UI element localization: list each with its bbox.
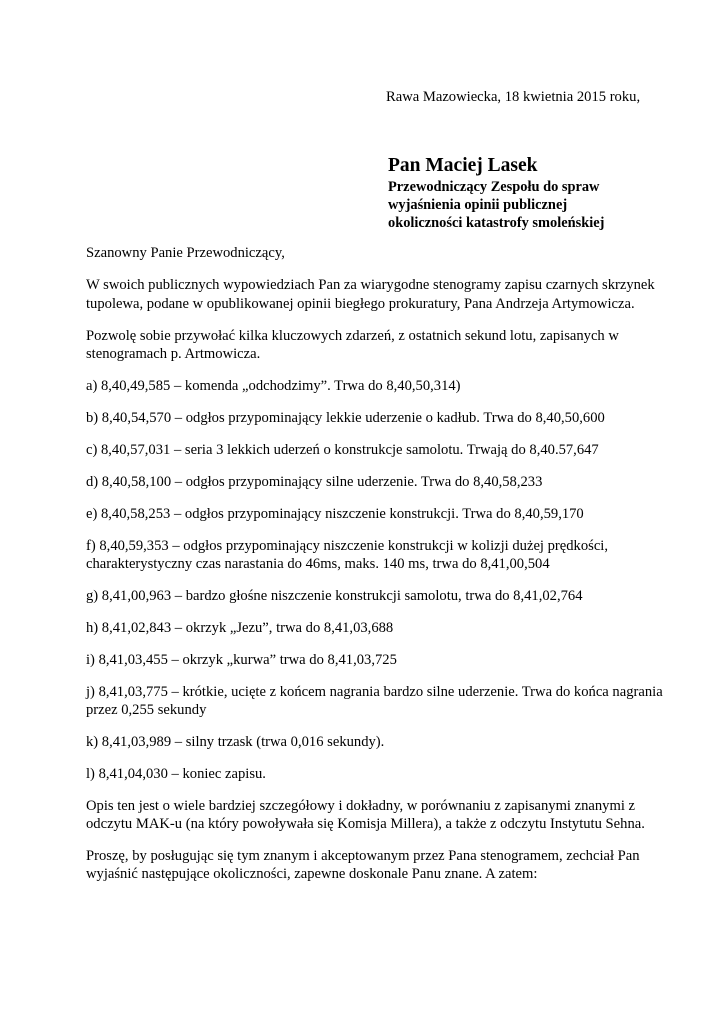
- event-item: g) 8,41,00,963 – bardzo głośne niszczenie konstrukcji samolotu, trwa do 8,41,02,764: [86, 587, 583, 604]
- salutation: Szanowny Panie Przewodniczący,: [86, 245, 285, 261]
- recipient-block: [388, 154, 708, 232]
- place-date: Rawa Mazowiecka, 18 kwietnia 2015 roku,: [386, 89, 641, 105]
- request-paragraph: Proszę, by posługując się tym znanym i akceptowanym przez Pana stenogramem, zechciał Pan wyjaśnić następujące okoliczności, zapewne doskonale Panu znane. A zatem:: [86, 848, 640, 883]
- event-item: d) 8,40,58,100 – odgłos przypominający silne uderzenie. Trwa do 8,40,58,233: [86, 473, 543, 490]
- event-item: i) 8,41,03,455 – okrzyk „kurwa” trwa do 8,41,03,725: [86, 651, 397, 668]
- letter-body: [86, 244, 666, 897]
- recipient-title-line: wyjaśnienia opinii publicznej: [388, 197, 568, 213]
- comparison-paragraph: Opis ten jest o wiele bardziej szczegółowy i dokładny, w porównaniu z zapisanymi znanymi z odczytu MAK-u (na który powoływała się Komisja Millera), a także z odczytu Instytutu Sehna.: [86, 797, 645, 833]
- recall-paragraph: Pozwolę sobie przywołać kilka kluczowych zdarzeń, z ostatnich sekund lotu, zapisanych w stenogramach p. Artmowicza.: [86, 327, 619, 363]
- event-item: f) 8,40,59,353 – odgłos przypominający niszczenie konstrukcji w kolizji dużej prędkości, charakterystyczny czas narastania do 46ms, maks. 140 ms, trwa do 8,41,00,504: [86, 537, 609, 572]
- event-item: a) 8,40,49,585 – komenda „odchodzimy”. Trwa do 8,40,50,314): [86, 378, 461, 395]
- intro-paragraph: W swoich publicznych wypowiedziach Pan za wiarygodne stenogramy zapisu czarnych skrzynek tupolewa, podane w opublikowanej opinii biegłego prokuratury, Pana Andrzeja Artymowicza.: [86, 277, 655, 312]
- event-item: j) 8,41,03,775 – krótkie, ucięte z końcem nagrania bardzo silne uderzenie. Trwa do końca nagrania przez 0,255 sekundy: [86, 683, 663, 718]
- event-item: e) 8,40,58,253 – odgłos przypominający niszczenie konstrukcji. Trwa do 8,40,59,170: [86, 505, 584, 522]
- event-item: h) 8,41,02,843 – okrzyk „Jezu”, trwa do 8,41,03,688: [86, 619, 394, 636]
- event-item: l) 8,41,04,030 – koniec zapisu.: [86, 765, 266, 782]
- event-item: k) 8,41,03,989 – silny trzask (trwa 0,016 sekundy).: [86, 733, 385, 750]
- event-item: c) 8,40,57,031 – seria 3 lekkich uderzeń o konstrukcje samolotu. Trwają do 8,40.57,647: [86, 441, 599, 458]
- event-item: b) 8,40,54,570 – odgłos przypominający lekkie uderzenie o kadłub. Trwa do 8,40,50,600: [86, 409, 605, 426]
- recipient-title-line: Przewodniczący Zespołu do spraw: [388, 179, 600, 195]
- recipient-title-line: okoliczności katastrofy smoleńskiej: [388, 215, 605, 231]
- recipient-name: Pan Maciej Lasek: [388, 155, 538, 176]
